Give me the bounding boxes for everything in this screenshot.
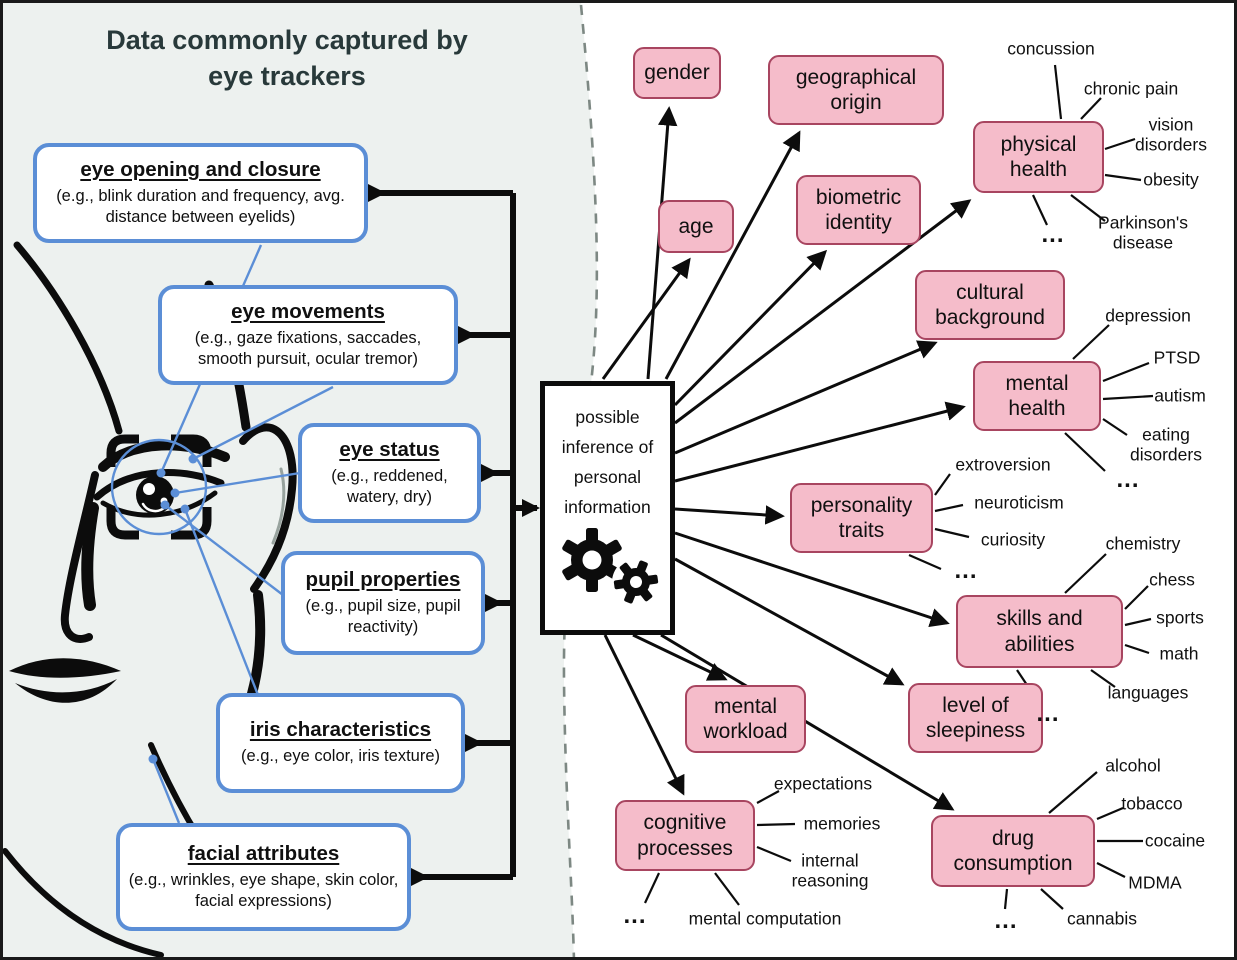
leaf-chess: chess [1149, 569, 1195, 590]
inference-node-level-of-sleepiness: level of sleepiness [908, 683, 1043, 753]
inference-node-cognitive-processes: cognitive processes [615, 800, 755, 871]
capture-box-heading: eye opening and closure [80, 157, 321, 181]
capture-box-detail: (e.g., pupil size, pupil reactivity) [305, 596, 461, 636]
leaf-curiosity: curiosity [980, 529, 1046, 550]
capture-box-iris-characteristics [216, 693, 465, 793]
leaf-eating-disorders: eating disorders [1130, 424, 1202, 464]
inference-node-skills-and-abilities: skills and abilities [956, 595, 1123, 668]
inference-node-geographical-origin: geographical origin [768, 55, 944, 125]
leaf-cannabis: cannabis [1066, 908, 1138, 929]
capture-box-pupil-properties [281, 551, 485, 655]
inference-node-physical-health: physical health [973, 121, 1104, 193]
leaf-neuroticism: neuroticism [974, 492, 1064, 513]
inference-node-mental-health: mental health [973, 361, 1101, 431]
leaf-concussion: concussion [1007, 38, 1095, 59]
leaf-ellipsis: ... [954, 557, 978, 584]
inference-node-cultural-background: cultural background [915, 270, 1065, 340]
inference-node-gender: gender [633, 47, 721, 99]
capture-box-eye-status [298, 423, 481, 523]
leaf-memories: memories [803, 813, 881, 834]
leaf-languages: languages [1107, 682, 1189, 703]
leaf-ptsd: PTSD [1153, 347, 1201, 368]
leaf-expectations: expectations [773, 773, 873, 794]
inference-node-drug-consumption: drug consumption [931, 815, 1095, 887]
capture-box-heading: facial attributes [187, 841, 340, 865]
capture-box-detail: (e.g., wrinkles, eye shape, skin color, facial expressions) [128, 870, 399, 910]
leaf-autism: autism [1154, 385, 1206, 406]
leaf-ellipsis: ... [1116, 466, 1140, 493]
leaf-ellipsis: ... [1036, 700, 1060, 727]
capture-box-heading: pupil properties [305, 567, 461, 591]
capture-box-facial-attributes [116, 823, 411, 931]
leaf-math: math [1159, 643, 1199, 664]
inference-node-personality-traits: personality traits [790, 483, 933, 553]
leaf-vision-disorders: vision disorders [1135, 114, 1207, 154]
leaf-ellipsis: ... [1041, 221, 1065, 248]
leaf-parkinsons-disease: Parkinson's disease [1098, 212, 1188, 252]
leaf-depression: depression [1105, 305, 1191, 326]
leaf-tobacco: tobacco [1121, 793, 1183, 814]
iris-highlight [143, 483, 155, 495]
page-title: Data commonly captured by eye trackers [106, 25, 468, 91]
inference-node-mental-workload: mental workload [685, 685, 806, 753]
capture-box-eye-movements [158, 285, 458, 385]
leaf-mental-computation: mental computation [688, 908, 842, 929]
leaf-mdma: MDMA [1128, 872, 1182, 893]
inference-node-biometric-identity: biometric identity [796, 175, 921, 245]
leaf-internal-reasoning: internal reasoning [791, 850, 869, 890]
capture-box-detail: (e.g., blink duration and frequency, avg. distance between eyelids) [56, 186, 345, 226]
capture-box-heading: eye status [339, 437, 440, 461]
inference-engine-box [540, 381, 675, 635]
capture-box-eye-opening-and-closure [33, 143, 368, 243]
capture-box-detail: (e.g., eye color, iris texture) [241, 747, 440, 766]
leaf-ellipsis: ... [994, 907, 1018, 934]
capture-box-detail: (e.g., reddened, watery, dry) [331, 466, 448, 506]
leaf-obesity: obesity [1143, 169, 1199, 190]
leaf-chemistry: chemistry [1105, 533, 1181, 554]
leaf-alcohol: alcohol [1105, 755, 1161, 776]
leaf-cocaine: cocaine [1144, 830, 1206, 851]
inference-node-age: age [658, 200, 734, 253]
leaf-ellipsis: ... [623, 902, 647, 929]
leaf-chronic-pain: chronic pain [1083, 78, 1179, 99]
capture-box-heading: eye movements [231, 299, 385, 323]
gears-icon [552, 524, 664, 608]
capture-box-heading: iris characteristics [249, 718, 432, 742]
leaf-sports: sports [1156, 607, 1204, 628]
inference-engine-label: possible inference of personal information [561, 407, 654, 518]
capture-box-detail: (e.g., gaze fixations, saccades, smooth pursuit, ocular tremor) [194, 328, 422, 368]
leaf-extroversion: extroversion [955, 454, 1051, 475]
